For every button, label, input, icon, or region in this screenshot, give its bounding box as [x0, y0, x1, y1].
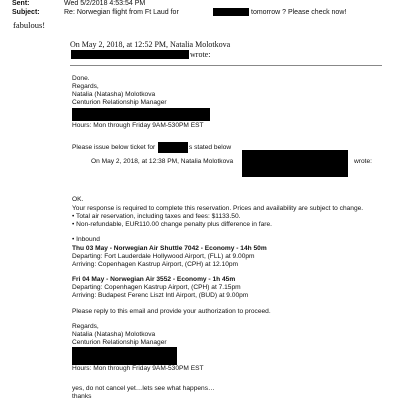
- quote2-wrote: wrote:: [354, 158, 372, 165]
- ok-text: OK.: [72, 196, 84, 203]
- closing-signature-name: Natalia (Natasha) Molotkova: [72, 331, 156, 338]
- closing-signature-title: Centurion Relationship Manager: [72, 339, 167, 346]
- flight-1-arriving: Arriving: Copenhagen Kastrup Airport, (CPH) at 12.10pm: [72, 261, 239, 268]
- regards-text: Regards,: [72, 83, 99, 90]
- subject-prefix: Re: Norwegian flight from Ft Laud for: [64, 9, 179, 16]
- flight-2-departing: Departing: Copenhagen Kastrup Airport, (CPH) at 7.15pm: [72, 284, 241, 291]
- sent-label: Sent:: [12, 0, 30, 7]
- signature-title: Centurion Relationship Manager: [72, 99, 167, 106]
- issue-prefix: Please issue below ticket for: [72, 144, 156, 151]
- bullet-total: • Total air reservation, including taxes and fees: $1133.50.: [72, 213, 241, 220]
- done-text: Done.: [72, 75, 90, 82]
- quote-divider: [70, 65, 382, 66]
- closing-contact-redaction: [72, 347, 177, 365]
- quote1-intro: On May 2, 2018, at 12:52 PM, Natalia Molotkova: [70, 40, 231, 49]
- reply-text: fabulous!: [13, 20, 46, 30]
- quote1-email-redaction: [71, 50, 189, 59]
- closing-regards: Regards,: [72, 323, 99, 330]
- subject-redaction: [213, 8, 249, 16]
- issue-suffix: s stated below: [189, 144, 232, 151]
- bullet-nonrefundable: • Non-refundable, EUR110.00 change penalty plus difference in fare.: [72, 221, 273, 228]
- signature-hours: Hours: Mon through Friday 9AM-530PM EST: [72, 122, 204, 129]
- reply-request-text: Please reply to this email and provide your authorization to proceed.: [72, 308, 271, 315]
- inbound-label: • Inbound: [72, 236, 100, 243]
- flight-1-departing: Departing: Fort Lauderdale Hollywood Airport, (FLL) at 9.00pm: [72, 253, 255, 260]
- footer-line-2: thanks: [72, 393, 92, 400]
- quote2-email-redaction: [242, 150, 348, 177]
- footer-line-1: yes, do not cancel yet…lets see what happens…: [72, 385, 215, 392]
- subject-suffix: tomorrow ? Please check now!: [251, 9, 347, 16]
- response-required-text: Your response is required to complete this reservation. Prices and availability are subject to change.: [72, 205, 364, 212]
- signature-contact-redaction: [72, 108, 210, 121]
- closing-signature-hours: Hours: Mon through Friday 9AM-530PM EST: [72, 365, 204, 372]
- quote2-intro: On May 2, 2018, at 12:38 PM, Natalia Molotkova: [91, 158, 234, 165]
- flight-2-arriving: Arriving: Budapest Ferenc Liszt Intl Airport, (BUD) at 9.00pm: [72, 292, 249, 299]
- subject-label: Subject:: [12, 9, 40, 16]
- flight-1-title: Thu 03 May - Norwegian Air Shuttle 7042 - Economy - 14h 50m: [72, 245, 267, 252]
- quote1-wrote: wrote:: [190, 50, 211, 59]
- flight-2-title: Fri 04 May - Norwegian Air 3552 - Economy - 1h 45m: [72, 276, 236, 283]
- issue-name-redaction: [158, 142, 188, 153]
- sent-value: Wed 5/2/2018 4:53:54 PM: [64, 0, 146, 7]
- signature-name: Natalia (Natasha) Molotkova: [72, 91, 156, 98]
